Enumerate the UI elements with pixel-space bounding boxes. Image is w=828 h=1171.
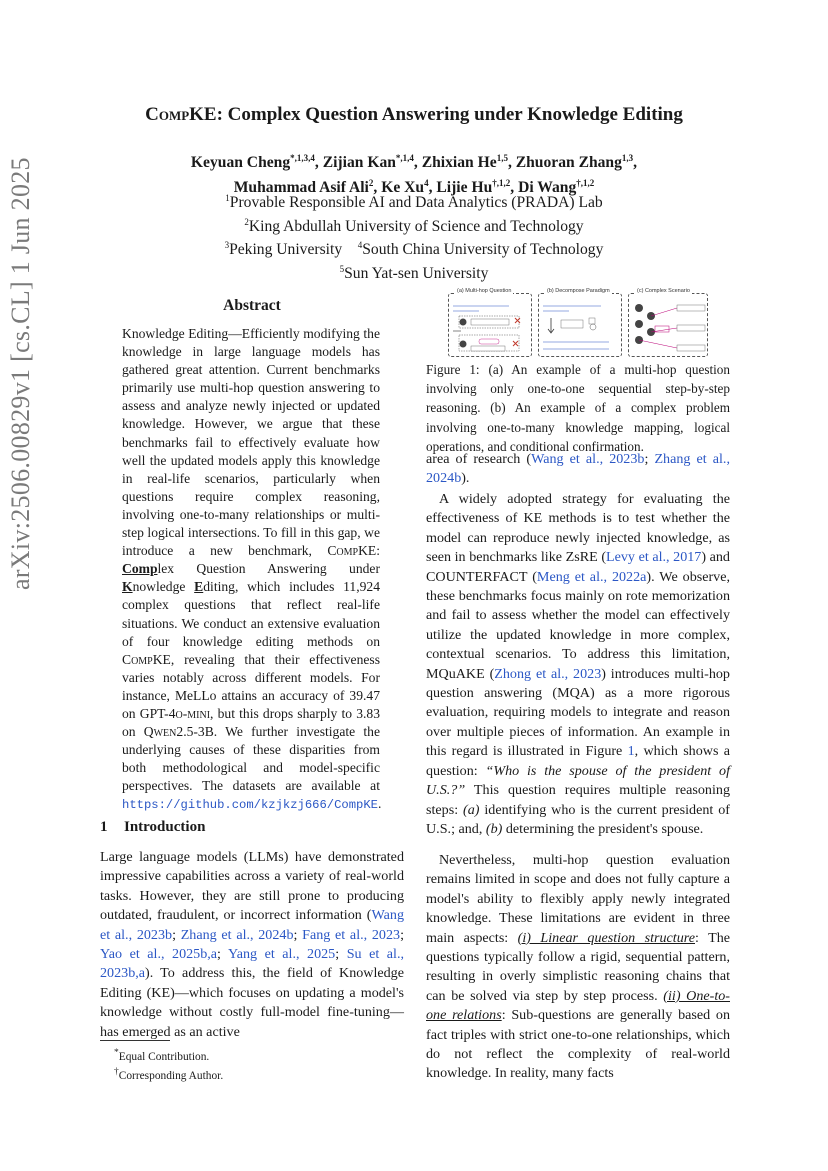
abstract-heading: Abstract (223, 297, 281, 314)
title-acronym: CompKE (145, 104, 217, 125)
affiliations (100, 189, 728, 284)
citation-link[interactable]: Wang et al., 2023b (100, 907, 404, 943)
citation-link[interactable]: Zhong et al., 2023 (494, 665, 602, 682)
section-heading-introduction (100, 818, 404, 837)
limitation-label: (ii) One-to-one relations (426, 987, 730, 1024)
body-text: , which shows a question: (426, 743, 730, 779)
body-text: : Sub-questions are generally based on fact triples with strict one-to-one relationships, which do not reflect the complexity of real-world knowledge. In reality, many facts (426, 1007, 730, 1082)
body-text: Large language models (LLMs) have demonstrated impressive capabilities across a variety of real-world tasks. However, they are still prone to producing outdated, fraudulent, or incorrect information ( (100, 849, 404, 924)
affiliation (100, 213, 728, 237)
affiliation-name: Provable Responsible AI and Data Analytics (PRADA) Lab (229, 194, 603, 212)
decompose-diagram (539, 294, 623, 358)
affiliation (100, 260, 728, 284)
author: Ke Xu (381, 179, 425, 197)
author-line-1: Keyuan Cheng$^{*,1,3,4}$, Zijian Kan$^{*,1,4}$, Zhixian He$^{1,5}$, Zhuoran Zhang$^{1,3}$, (190, 153, 638, 172)
body-text: ) introduces multi-hop question answering (MQA) as a more rigorous evaluation, requiring models to integrate and reason over multiple pieces of information. An example in this regard is illustrated in Figure (426, 665, 730, 760)
abstract-body (122, 325, 380, 815)
model-name: Qwen (143, 724, 177, 740)
footnote-mark: * (114, 1048, 119, 1058)
section-number: 1 (100, 819, 108, 835)
author: Zijian Kan (322, 154, 396, 172)
enum-marker: (b) (485, 820, 503, 837)
figure-panel-c (628, 288, 708, 357)
separator: ; (335, 946, 347, 963)
body-text: ). To address this, the field of Knowledge Editing (KE)—which focuses on updating a model's knowledge without costly full-model fine-tuning—has emerged as an active (100, 965, 404, 1040)
affiliation-name: Sun Yat-sen University (344, 265, 489, 283)
author-marks: *,1,4 (395, 153, 414, 163)
acronym-letters: Comp (122, 561, 158, 577)
author-marks: *,1,3,4 (290, 153, 315, 163)
body-text: A widely adopted strategy for evaluating the effectiveness of KE methods is to test whether the model can reproduce newly injected knowledge, as seen in benchmarks like ZsRE ( (426, 491, 730, 566)
citation-link[interactable]: Fang et al., 2023 (302, 926, 401, 943)
benchmark-name: CompKE (327, 543, 377, 559)
acronym-letter: E (194, 579, 204, 595)
citation-link[interactable]: Meng et al., 2022a (536, 568, 647, 585)
footnote (100, 1065, 400, 1084)
abstract-text: 2.5-3B. We further investigate the underlying causes of these disparities from both methodological and model-specific perspectives. The datasets are available at (122, 724, 380, 794)
multi-hop-diagram (449, 294, 533, 358)
enum-marker: (a) (463, 801, 480, 818)
figure-reference-link[interactable]: 1 (627, 743, 635, 760)
affiliation-mark: 2 (244, 216, 249, 227)
footnote (100, 1046, 400, 1065)
affiliation (100, 236, 728, 260)
citation-link[interactable]: Zhang et al., 2024b (180, 926, 294, 943)
author: Zhixian He (421, 154, 497, 172)
affiliation-name: King Abdullah University of Science and Technology (248, 217, 584, 235)
affiliation-mark: 3 (224, 240, 230, 251)
citation-link[interactable]: Yao et al., 2025b,a (100, 946, 218, 963)
paper-title (0, 104, 828, 126)
author-marks: 2 (368, 178, 374, 189)
section-title: Introduction (124, 819, 206, 835)
body-text: ). (461, 470, 470, 487)
separator: ; (172, 926, 181, 943)
author: Keyuan Cheng (190, 154, 291, 172)
author-marks: †,1,2 (492, 178, 511, 189)
abstract-text: diting, which includes 11,924 complex questions that reflect real-life situations. We conduct an extensive evaluation of four knowledge editing methods on (122, 579, 380, 649)
citation-link[interactable]: Su et al., 2023b,a (100, 946, 405, 982)
panel-title: (a) Multi-hop Question (457, 288, 512, 294)
abstract-text: , revealing that their effectiveness varies notably across different models. For instance, MeLLo attains an accuracy of 39.47 on GPT-4 (122, 651, 380, 721)
arxiv-identifier: arXiv:2506.00829v1 [cs.CL] 1 Jun 2025 (6, 157, 35, 590)
abstract-text: lex Question Answering under (157, 561, 380, 577)
body-paragraph (426, 490, 730, 839)
intro-paragraph (100, 848, 404, 1042)
citation-link[interactable]: Zhang et al., 2024b (426, 451, 730, 487)
affiliation-mark: 5 (339, 264, 345, 275)
footnote-text: Corresponding Author. (118, 1069, 224, 1082)
benchmark-name: CompKE (122, 651, 171, 667)
affiliation-mark: 1 (225, 193, 230, 203)
author-marks: 4 (424, 178, 429, 189)
body-paragraph (426, 851, 730, 1084)
author: Di Wang (518, 179, 577, 197)
author-line-2: Muhammad Asif Ali$^2$, Ke Xu$^4$, Lijie $Hu^{\dagger,1,2}$, Di Wang$^{\dagger,1,2}$ (233, 178, 595, 197)
abstract-text: . (377, 796, 382, 812)
panel-title: (c) Complex Scenario (637, 288, 690, 294)
body-text: area of research ( (426, 451, 532, 467)
citation-link[interactable]: Levy et al., 2017 (606, 549, 702, 566)
footnote-text: Equal Contribution. (118, 1050, 210, 1063)
abstract-text: nowledge (132, 579, 195, 595)
limitation-label: (i) Linear question structure (517, 929, 695, 946)
affiliation-name: Peking University (229, 241, 343, 259)
author: Lijie Hu (436, 179, 493, 197)
abstract-text: Knowledge Editing—Efficiently modifying the knowledge in large language models has gathered great attention. Current benchmarks primarily use multi-hop question answering to assess and analyze newly injected or updated knowledge. However, we argue that these benchmarks fail to effectively evaluate how well the updated models apply this knowledge in real-life scenarios, particularly when questions require complex reasoning, involving one-to-many relationships or multi-step logical intersections. To fill in this gap, we introduce a new benchmark, (122, 326, 380, 559)
body-text: determining the president's spouse. (502, 820, 704, 837)
author: Muhammad Asif Ali (233, 179, 369, 197)
footnotes (100, 1046, 400, 1084)
body-text: ). We observe, these benchmarks focus mainly on rote memorization and fail to assess whether the model can effectively utilize the updated knowledge in more complex, contextual scenarios. To address this limitation, MQuAKE ( (426, 568, 730, 682)
abstract-text: , but this drops sharply to 3.83 on (122, 705, 381, 740)
body-text: This question requires multiple reasoning steps: (426, 782, 730, 818)
citation-link[interactable]: Wang et al., 2023b (531, 451, 645, 467)
author-marks: †,1,2 (576, 178, 595, 189)
dataset-link[interactable]: https://github.com/kzjkzj666/CompKE (122, 798, 378, 813)
separator: ; (217, 946, 228, 963)
body-paragraph (426, 450, 730, 489)
body-text: ) and COUNTERFACT ( (426, 549, 730, 585)
acronym-letter: K (122, 579, 133, 595)
author-marks: 1,5 (496, 153, 508, 163)
complex-scenario-diagram (629, 294, 709, 358)
affiliation (100, 189, 728, 213)
separator: ; (400, 926, 404, 943)
title-rest: : Complex Question Answering under Knowledge Editing (216, 104, 683, 125)
footnote-rule (100, 1040, 170, 1041)
footnote-mark: † (114, 1066, 119, 1077)
body-text: Nevertheless, multi-hop question evaluation remains limited in scope and does not fully capture a model's ability to flexibly apply newly integrated knowledge. These limitations are evident in three main aspects: (426, 852, 730, 946)
separator: ; (644, 451, 655, 467)
figure-panel-a (448, 288, 532, 357)
abstract-text: : (376, 543, 380, 559)
author-marks: 1,3 (621, 153, 634, 163)
citation-link[interactable]: Yang et al., 2025 (227, 946, 336, 963)
separator: ; (293, 926, 303, 943)
author: Zhuoran Zhang (515, 154, 622, 172)
affiliation-mark: 4 (357, 240, 363, 251)
body-text: : The questions typically follow a rigid, sequential pattern, resulting in overly simplistic reasoning chains that can be solved via step by step process. (426, 929, 731, 1004)
affiliation-name: South China University of Technology (362, 241, 604, 259)
body-text: identifying who is the current president of U.S.; and, (426, 801, 730, 837)
figure-panel-b (538, 288, 622, 357)
figure-1 (448, 288, 708, 357)
figure-1-caption: Figure 1: (a) An example of a multi-hop question involving only one-to-one sequential step-by-step reasoning. (b) An example of a complex problem involving one-to-many knowledge mapping, logical operations, and conditional confirmation. (426, 362, 730, 454)
example-question: “Who is the spouse of the president of U.S.?” (426, 762, 730, 799)
model-name: o-mini (175, 705, 211, 721)
panel-title: (b) Decompose Paradigm (547, 288, 610, 294)
